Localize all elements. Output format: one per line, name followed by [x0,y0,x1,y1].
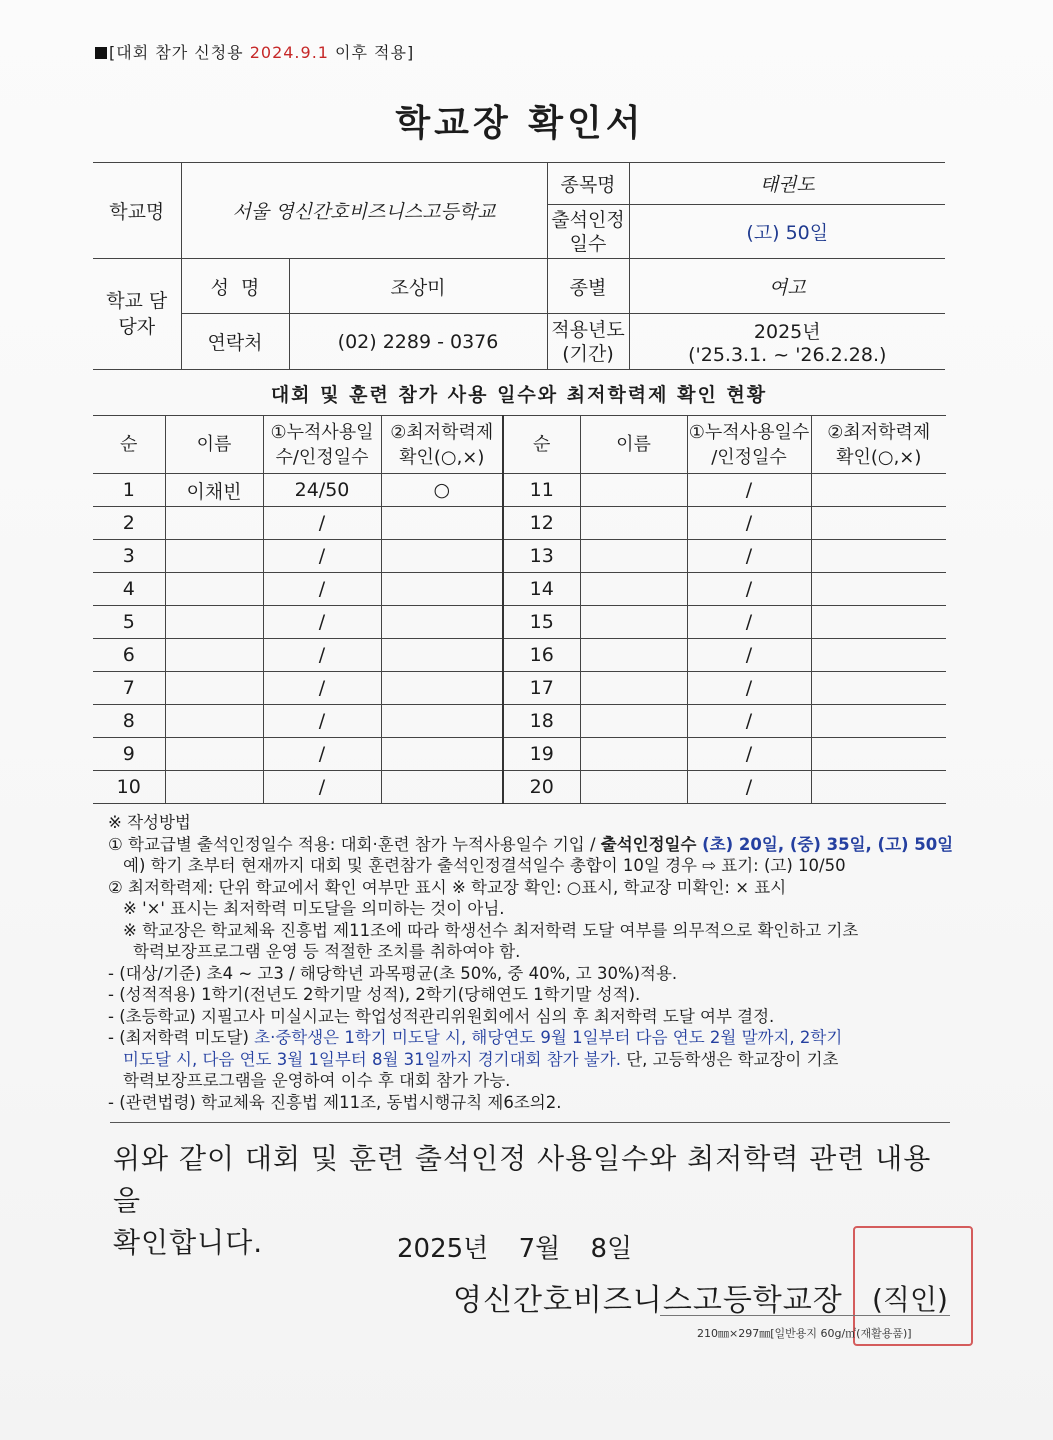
header-min [381,416,503,474]
row-no: 1 [93,474,165,507]
date-year: 2025년 [397,1234,489,1264]
table-row [93,507,946,540]
confirm-line2: 확인합니다. [113,1226,264,1259]
row-name-right [580,705,687,738]
row-days-right: / [687,771,811,804]
paper-spec: 210㎜×297㎜[일반용지 60g/㎡(재활용품)] [697,1327,912,1340]
row-no: 4 [93,573,165,606]
row-days: / [263,705,381,738]
attend-value: (고) 50일 [629,205,945,259]
row-check [381,705,503,738]
attend-label: 출석인정 일수 [547,205,629,259]
row-no: 9 [93,738,165,771]
notice-suffix: 이후 적용] [328,43,415,62]
row-days-right: / [687,507,811,540]
notice-date: 2024.9.1 [249,43,329,62]
row-name [165,771,263,804]
row-days-right: / [687,540,811,573]
row-days-right: / [687,705,811,738]
row-check [381,606,503,639]
row-check [381,540,503,573]
row-no-right: 17 [503,672,580,705]
row-name-right [580,573,687,606]
row-days-right: / [687,672,811,705]
guide-line [108,1049,953,1071]
guide-text-blue: 초·중학생은 1학기 미도달 시, 해당연도 9월 1일부터 다음 연도 2월 말까지, 2학기 [254,1028,843,1047]
guide-line: 예) 학기 초부터 현재까지 대회 및 훈련참가 출석인정결석일수 총합이 10일 경우 ⇨ 표기: (고) 10/50 [123,856,846,875]
row-days: / [263,738,381,771]
row-days: / [263,639,381,672]
date-day: 8일 [590,1234,633,1264]
row-no: 6 [93,639,165,672]
row-check [381,639,503,672]
guide-line: ※ '×' 표시는 최저학력 미도달을 의미하는 것이 아님. [123,899,505,918]
row-no: 10 [93,771,165,804]
contact-value: (02) 2289 - 0376 [289,314,547,370]
header-days-right-line1: ①누적사용일수 [688,421,810,443]
row-days: / [263,540,381,573]
row-name [165,639,263,672]
guide-text-blue: 미도달 시, 다음 연도 3월 1일부터 8월 31일까지 경기대회 참가 불가. [123,1049,621,1069]
row-check-right [811,672,946,705]
row-name-right [580,474,687,507]
page-title: 학교장 확인서 [395,103,645,144]
row-check-right [811,573,946,606]
instructions [108,812,953,1113]
table-header-row [93,416,946,474]
header-min-right [811,416,946,474]
divider [110,1122,950,1123]
sport-value: 태권도 [629,163,945,205]
header-days [263,416,381,474]
guide-bold-blue: (초) 20일, (중) 35일, (고) 50일 [702,834,954,854]
table-row [93,738,946,771]
guide-text: ① 학교급별 출석인정일수 적용: 대회·훈련 참가 누적사용일수 기입 / [108,834,601,854]
issue-date [397,1228,632,1265]
row-name-right [580,606,687,639]
row-check-right [811,639,946,672]
confirm-line1: 위와 같이 대회 및 훈련 출석인정 사용일수와 최저학력 관련 내용을 [113,1142,932,1217]
guide-line: ※ 학교장은 학교체육 진흥법 제11조에 따라 학생선수 최저학력 도달 여부를 의무적으로 확인하고 기초 [123,920,859,940]
guide-line: - (대상/기준) 초4 ~ 고3 / 해당학년 과목평균(초 50%, 중 40%, 고 30%)적용. [108,963,678,983]
row-no: 5 [93,606,165,639]
table-row [93,573,946,606]
row-name [165,540,263,573]
table-row [93,705,946,738]
row-check: ○ [381,474,503,507]
notice-line [95,40,414,63]
name-label: 성 명 [181,259,289,314]
guide-text: - (최저학력 미도달) [108,1028,255,1047]
guide-line: ② 최저학력제: 단위 학교에서 확인 여부만 표시 ※ 학교장 확인: ○표시, 학교장 미확인: × 표시 [108,877,787,897]
school-value: 서울 영신간호비즈니스고등학교 [181,163,547,259]
row-no: 2 [93,507,165,540]
row-check-right [811,606,946,639]
guide-line: 학력보장프로그램 운영 등 적절한 조치를 취하여야 함. [133,942,521,961]
year-label: 적용년도 (기간) [547,314,629,370]
row-check [381,507,503,540]
row-check [381,771,503,804]
table-row [93,639,946,672]
table-row [93,672,946,705]
period-value: ('25.3.1. ~ '26.2.28.) [688,344,887,366]
row-no-right: 16 [503,639,580,672]
school-label: 학교명 [93,163,181,259]
divider [660,1315,950,1316]
row-name-right [580,672,687,705]
row-days: / [263,573,381,606]
row-days-right: / [687,474,811,507]
row-days: 24/50 [263,474,381,507]
year-value: 2025년 [753,321,821,343]
row-no-right: 20 [503,771,580,804]
header-min-right-line2: 확인(○,×) [836,446,922,468]
sport-label: 종목명 [547,163,629,205]
row-no-right: 14 [503,573,580,606]
table-row [93,771,946,804]
row-no-right: 15 [503,606,580,639]
row-days: / [263,606,381,639]
gender-label: 종별 [547,259,629,314]
gender-value: 여고 [629,259,945,314]
square-bullet-icon [95,47,107,59]
notice-prefix: [대회 참가 신청용 [109,43,250,62]
row-no-right: 11 [503,474,580,507]
row-no: 8 [93,705,165,738]
row-name-right [580,738,687,771]
row-name [165,705,263,738]
row-name: 이채빈 [165,474,263,507]
guide-line [108,1027,953,1049]
row-check-right [811,771,946,804]
row-check-right [811,738,946,771]
row-days-right: / [687,573,811,606]
row-name [165,507,263,540]
row-days: / [263,771,381,804]
list-subtitle: 대회 및 훈련 참가 사용 일수와 최저학력제 확인 현황 [270,384,768,406]
guide-bold: 출석인정일수 [600,834,703,854]
row-name [165,672,263,705]
header-name: 이름 [165,416,263,474]
row-name [165,738,263,771]
row-name [165,573,263,606]
contact-label: 연락처 [181,314,289,370]
row-check-right [811,705,946,738]
guide-line: 학력보장프로그램을 운영하여 이수 후 대회 참가 가능. [123,1071,511,1090]
row-name-right [580,639,687,672]
header-name-right: 이름 [580,416,687,474]
row-no-right: 18 [503,705,580,738]
header-min-line1: ②최저학력제 [390,421,494,443]
year-cell [629,314,945,370]
header-min-line2: 확인(○,×) [399,446,485,468]
guide-heading: ※ 작성방법 [108,813,191,832]
participation-table [93,415,946,804]
row-check-right [811,540,946,573]
date-month: 7월 [518,1234,561,1264]
row-no: 7 [93,672,165,705]
guide-line: - (성적적용) 1학기(전년도 2학기말 성적), 2학기(당해연도 1학기말 성적). [108,985,641,1004]
row-no-right: 12 [503,507,580,540]
row-check-right [811,507,946,540]
row-days: / [263,507,381,540]
row-days-right: / [687,738,811,771]
row-name-right [580,507,687,540]
header-min-right-line1: ②최저학력제 [827,421,931,443]
row-name-right [580,771,687,804]
guide-line: - (관련법령) 학교체육 진흥법 제11조, 동법시행규칙 제6조의2. [108,1092,562,1112]
row-name-right [580,540,687,573]
table-row [93,540,946,573]
row-name [165,606,263,639]
row-check [381,738,503,771]
header-days-line1: ①누적사용일 [270,421,374,443]
principal-signature: 영신간호비즈니스고등학교장 [453,1283,843,1318]
row-no-right: 13 [503,540,580,573]
guide-line [108,834,953,856]
row-check [381,573,503,606]
row-days: / [263,672,381,705]
row-check [381,672,503,705]
info-table [93,162,945,370]
guide-text: 단, 고등학생은 학교장이 기초 [620,1049,839,1069]
row-check-right [811,474,946,507]
row-no: 3 [93,540,165,573]
header-days-right [687,416,811,474]
header-days-line2: 수/인정일수 [275,446,369,468]
header-days-right-line2: /인정일수 [711,446,787,468]
row-no-right: 19 [503,738,580,771]
header-no: 순 [93,416,165,474]
table-row [93,474,946,507]
guide-line: - (초등학교) 지필고사 미실시교는 학업성적관리위원회에서 심의 후 최저학력 도달 여부 결정. [108,1006,775,1026]
table-row [93,606,946,639]
header-no-right: 순 [503,416,580,474]
seal-label: (직인) [872,1283,948,1316]
name-value: 조상미 [289,259,547,314]
manager-label: 학교 담당자 [93,259,181,370]
row-days-right: / [687,639,811,672]
row-days-right: / [687,606,811,639]
